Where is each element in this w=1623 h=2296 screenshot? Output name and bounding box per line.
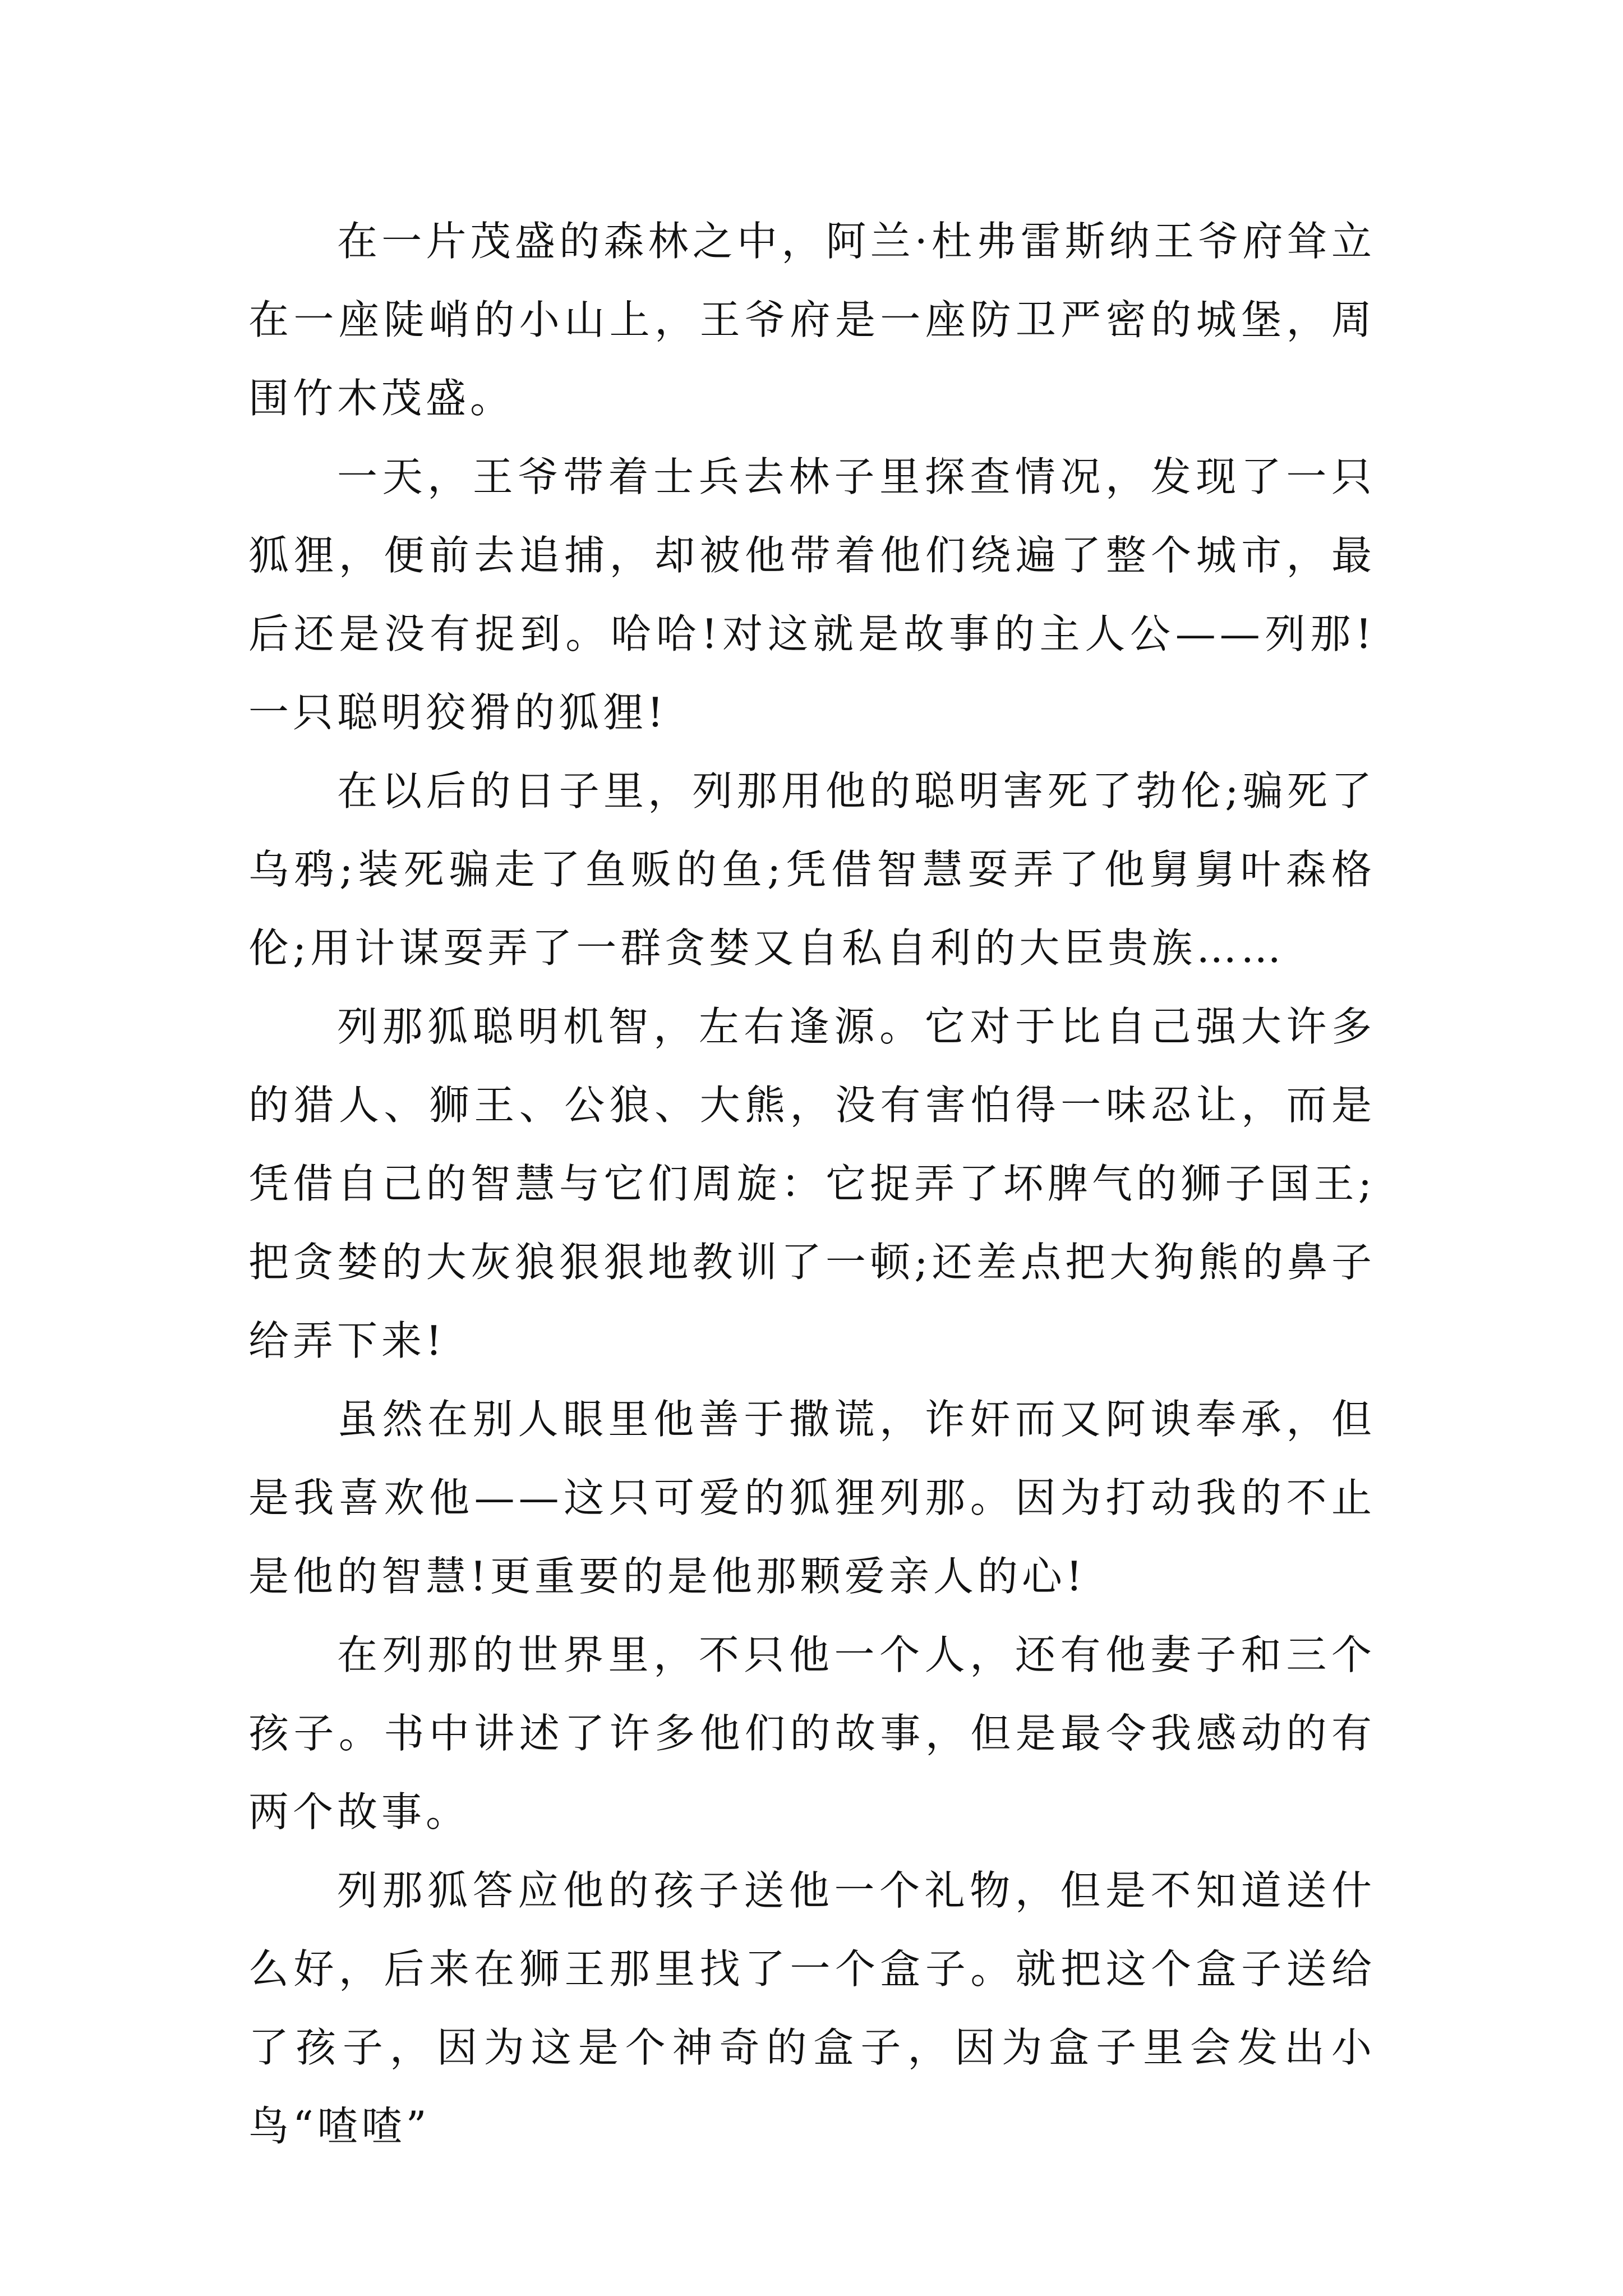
paragraph-castle: 在一片茂盛的森林之中，阿兰·杜弗雷斯纳王爷府耸立在一座陡峭的小山上，王爷府是一座防卫严密的城堡，周围竹木茂盛。: [248, 218, 1376, 422]
paragraph-fox-wit: 列那狐聪明机智，左右逢源。它对于比自己强大许多的猎人、狮王、公狼、大熊，没有害怕得一味忍让，而是凭借自己的智慧与它们周旋：它捉弄了坏脾气的狮子国王;把贪婪的大灰狼狠狠地教训了一顿;还差点把大狗熊的鼻子给弄下来!: [248, 1003, 1376, 1364]
paragraph-gift-box: 列那狐答应他的孩子送他一个礼物，但是不知道送什么好，后来在狮王那里找了一个盒子。就把这个盒子送给了孩子，因为这是个神奇的盒子，因为盒子里会发出小鸟“喳喳”: [248, 1867, 1376, 2150]
paragraph-family: 在列那的世界里，不只他一个人，还有他妻子和三个孩子。书中讲述了许多他们的故事，但是最令我感动的有两个故事。: [248, 1631, 1376, 1835]
paragraph-fox-tricks: 在以后的日子里，列那用他的聪明害死了勃伦;骗死了乌鸦;装死骗走了鱼贩的鱼;凭借智慧耍弄了他舅舅叶森格伦;用计谋耍弄了一群贪婪又自私自利的大臣贵族……: [248, 767, 1376, 972]
paragraph-fox-chase: 一天，王爷带着士兵去林子里探查情况，发现了一只狐狸，便前去追捕，却被他带着他们绕遍了整个城市，最后还是没有捉到。哈哈!对这就是故事的主人公——列那!一只聪明狡猾的狐狸!: [248, 453, 1376, 736]
document-body: [248, 202, 1376, 2165]
paragraph-why-i-like-him: 虽然在别人眼里他善于撒谎，诈奸而又阿谀奉承，但是我喜欢他——这只可爱的狐狸列那。因为打动我的不止是他的智慧!更重要的是他那颗爱亲人的心!: [248, 1396, 1376, 1600]
